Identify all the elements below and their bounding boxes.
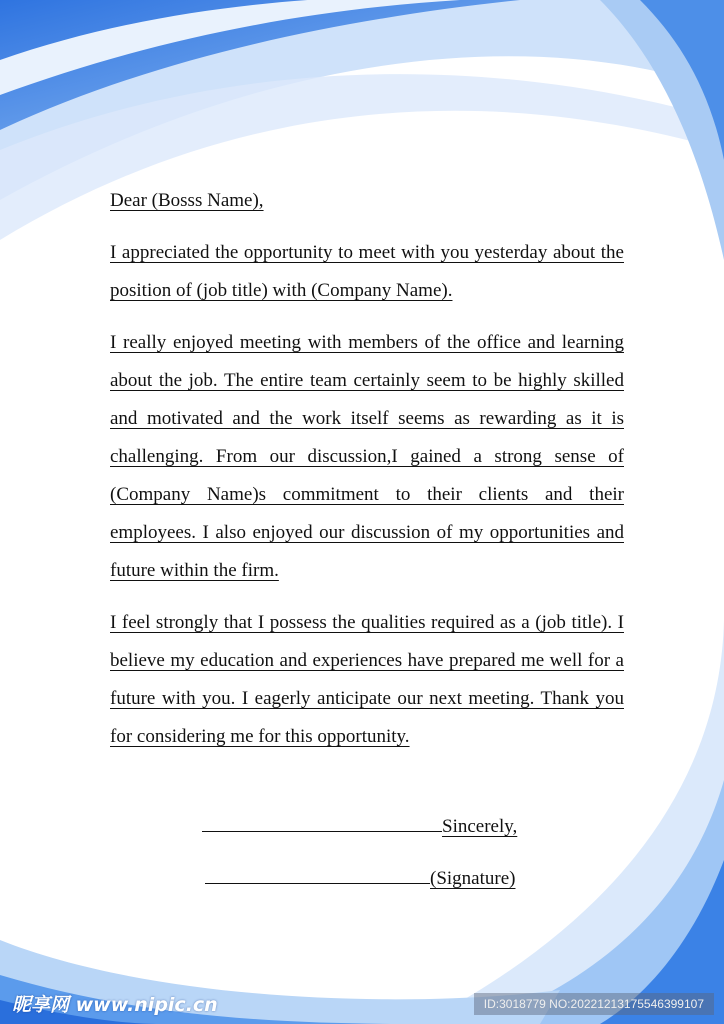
letter-body — [110, 182, 624, 770]
paragraph-2: I really enjoyed meeting with members of the office and learning about the job. The entire team certainly seem to be highly skilled and motivated and the work itself seems as rewarding as it is challenging. From our discussion,I gained a strong sense of (Company Name)s commitment to their clients and their employees. I also enjoyed our discussion of my opportunities and future within the firm. — [110, 332, 624, 581]
signature-blank — [205, 883, 430, 884]
signature-line — [205, 860, 515, 898]
signature-text: (Signature) — [430, 868, 516, 889]
closing-blank — [202, 831, 442, 832]
salutation: Dear (Bosss Name), — [110, 190, 264, 211]
watermark-id: ID:3018779 NO:20221213175546399107 — [474, 993, 714, 1015]
closing-line — [202, 808, 517, 846]
watermark-logo: 昵享网 www.nipic.cn — [12, 994, 218, 1016]
paragraph-1: I appreciated the opportunity to meet with you yesterday about the position of (job title) with (Company Name). — [110, 242, 624, 301]
paragraph-3: I feel strongly that I possess the qualities required as a (job title). I believe my education and experiences have prepared me well for a future with you. I eagerly anticipate our next meeting. Thank you for considering me for this opportunity. — [110, 612, 624, 747]
closing-text: Sincerely, — [442, 816, 518, 837]
